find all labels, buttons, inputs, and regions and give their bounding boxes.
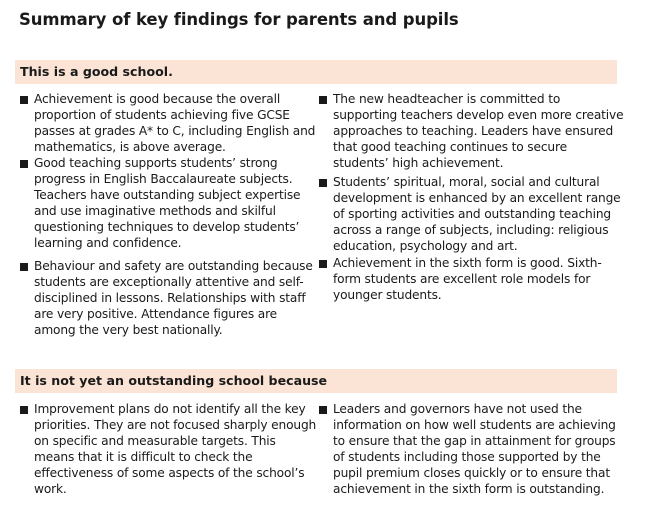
bullet-text: Leaders and governors have not used the information on how well students are achieving to ensure that the gap in attainment for groups of students including those supported by the pupil premium closes quickly or to ensure that achievement in the sixth form is outstanding. bbox=[333, 402, 616, 496]
not-outstanding-left-list bbox=[20, 401, 318, 497]
bullet-text: Improvement plans do not identify all the key priorities. They are not focused sharply enough on specific and measurable targets. This means that it is difficult to check the effectiveness of some aspects of the school’s work. bbox=[34, 402, 317, 496]
list-item bbox=[319, 401, 625, 497]
good-school-heading: This is a good school. bbox=[15, 60, 617, 84]
good-school-left-list bbox=[20, 91, 318, 338]
square-bullet-icon bbox=[20, 160, 28, 168]
not-outstanding-heading: It is not yet an outstanding school because bbox=[15, 369, 617, 393]
bullet-text: Good teaching supports students’ strong progress in English Baccalaureate subjects. Teachers have outstanding subject expertise and use imaginative methods and skilful questioning techniques to develop students’ learning and confidence. bbox=[34, 156, 301, 250]
square-bullet-icon bbox=[20, 96, 28, 104]
bullet-text: Achievement is good because the overall proportion of students achieving five GCSE passes at grades A* to C, including English and mathematics, is above average. bbox=[34, 92, 316, 154]
list-item bbox=[20, 258, 318, 338]
list-item bbox=[319, 174, 625, 255]
page-title: Summary of key findings for parents and pupils bbox=[19, 10, 459, 29]
square-bullet-icon bbox=[319, 96, 327, 104]
list-item bbox=[319, 91, 625, 174]
square-bullet-icon bbox=[20, 263, 28, 271]
good-school-right-list bbox=[319, 91, 625, 303]
bullet-text: Achievement in the sixth form is good. Sixth-form students are excellent role models for younger students. bbox=[333, 256, 602, 302]
bullet-text: The new headteacher is committed to supporting teachers develop even more creative approaches to teaching. Leaders have ensured that good teaching continues to secure students’ high achievement. bbox=[333, 92, 624, 170]
square-bullet-icon bbox=[319, 179, 327, 187]
bullet-text: Students’ spiritual, moral, social and cultural development is enhanced by an excellent range of sporting activities and outstanding teaching across a range of subjects, including: religious education, psychology and art. bbox=[333, 175, 621, 253]
not-outstanding-right-list bbox=[319, 401, 625, 497]
list-item bbox=[20, 155, 318, 258]
list-item bbox=[20, 91, 318, 155]
list-item bbox=[20, 401, 318, 497]
square-bullet-icon bbox=[319, 260, 327, 268]
bullet-text: Behaviour and safety are outstanding because students are exceptionally attentive and self-disciplined in lessons. Relationships with staff are very positive. Attendance figures are among the very best nationally. bbox=[34, 259, 313, 337]
list-item bbox=[319, 255, 625, 303]
square-bullet-icon bbox=[319, 406, 327, 414]
square-bullet-icon bbox=[20, 406, 28, 414]
